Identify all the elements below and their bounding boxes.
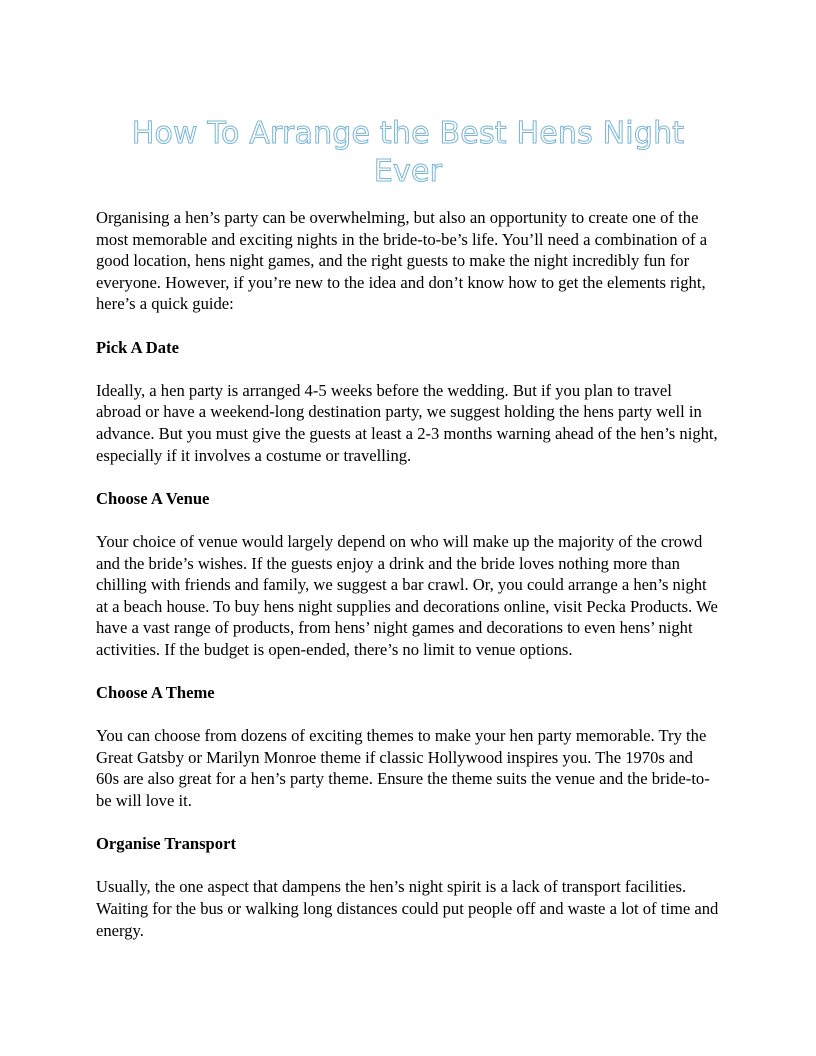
document-title: How To Arrange the Best Hens Night Ever <box>131 116 685 189</box>
section-heading-choose-a-theme: Choose A Theme <box>96 683 215 703</box>
section-heading-choose-a-venue: Choose A Venue <box>96 488 210 508</box>
section-heading-pick-a-date: Pick A Date <box>96 337 179 357</box>
section-body-choose-a-theme: You can choose from dozens of exciting themes to make your hen party memorable. Try the Great Gatsby or Marilyn Monroe theme if classic Hollywood inspires you. The 1970s and 60s are also great for a hen’s party theme. Ensure the theme suits the venue and the bride-to-be will love it. <box>96 726 710 811</box>
document-body <box>96 207 720 963</box>
section-body-organise-transport: Usually, the one aspect that dampens the hen’s night spirit is a lack of transport facilities. Waiting for the bus or walking long distances could put people off and waste a lot of time and energy. <box>96 877 719 940</box>
section-body-choose-a-venue: Your choice of venue would largely depend on who will make up the majority of the crowd and the bride’s wishes. If the guests enjoy a drink and the bride loves nothing more than chilling with friends and family, we suggest a bar crawl. Or, you could arrange a hen’s night at a beach house. To buy hens night supplies and decorations online, visit Pecka Products. We have a vast range of products, from hens’ night games and decorations to even hens’ night activities. If the budget is open-ended, there’s no limit to venue options. <box>96 531 718 659</box>
section-heading-organise-transport: Organise Transport <box>96 834 236 854</box>
intro-paragraph: Organising a hen’s party can be overwhelming, but also an opportunity to create one of the most memorable and exciting nights in the bride-to-be’s life. You’ll need a combination of a good location, hens night games, and the right guests to make the night incredibly fun for everyone. However, if you’re new to the idea and don’t know how to get the elements right, here’s a quick guide: <box>96 208 708 314</box>
section-body-pick-a-date: Ideally, a hen party is arranged 4-5 weeks before the wedding. But if you plan to travel abroad or have a weekend-long destination party, we suggest holding the hens party well in advance. But you must give the guests at least a 2-3 months warning ahead of the hen’s night, especially if it involves a costume or travelling. <box>96 380 718 465</box>
